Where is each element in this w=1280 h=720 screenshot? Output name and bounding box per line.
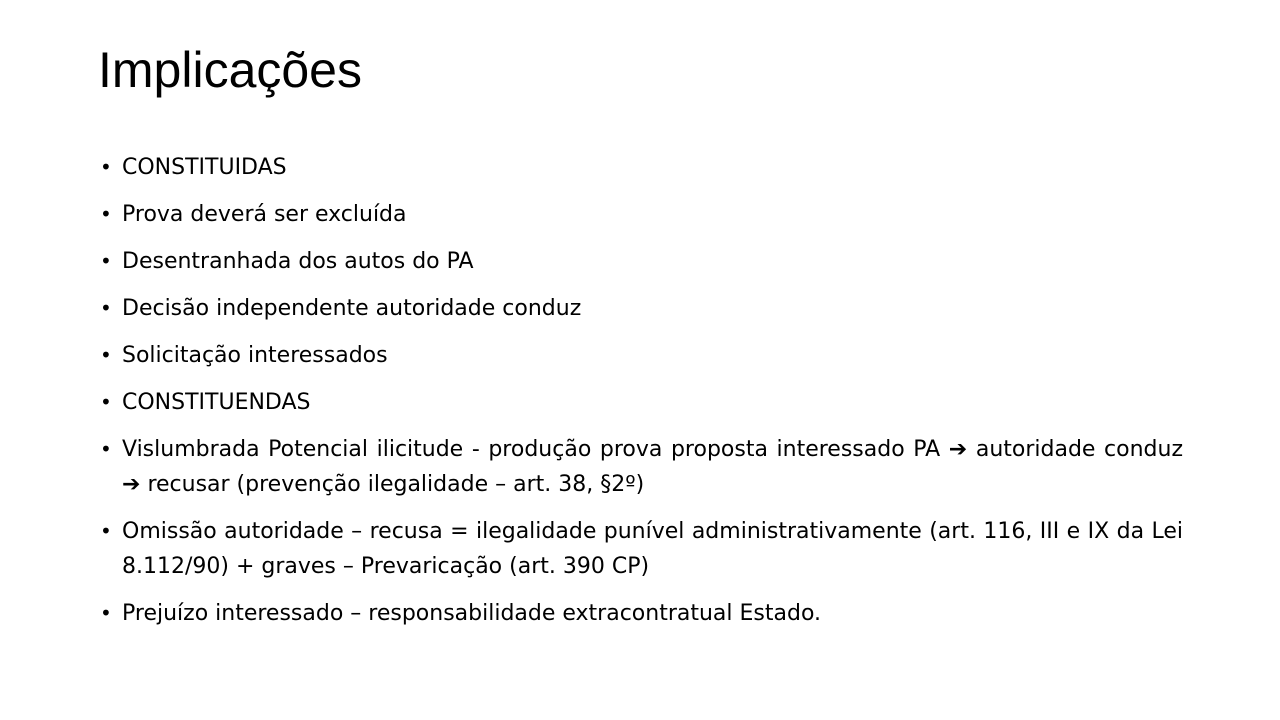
bullet-dot-icon: •: [100, 437, 112, 461]
bullet-dot-icon: •: [100, 249, 112, 273]
bullet-item: [98, 150, 1183, 185]
bullet-text: CONSTITUIDAS: [122, 155, 287, 180]
bullet-item: [98, 197, 1183, 232]
bullet-text: Omissão autoridade – recusa = ilegalidade punível administrativamente (art. 116, III e IX da Lei 8.112/90) + graves – Prevaricação (art. 390 CP): [122, 519, 1183, 579]
bullet-text: CONSTITUENDAS: [122, 390, 311, 415]
bullet-item: [98, 596, 1183, 631]
bullet-dot-icon: •: [100, 296, 112, 320]
bullet-item: [98, 244, 1183, 279]
bullet-text-part-1: Vislumbrada Potencial ilicitude - produção prova proposta interessado PA: [122, 437, 941, 462]
bullet-dot-icon: •: [100, 343, 112, 367]
bullet-text-part-2: autoridade conduz: [975, 437, 1184, 462]
bullet-item: [98, 385, 1183, 420]
bullet-text: Desentranhada dos autos do PA: [122, 249, 474, 274]
bullet-dot-icon: •: [100, 390, 112, 414]
bullet-item: [98, 338, 1183, 373]
bullet-text: Solicitação interessados: [122, 343, 388, 368]
bullet-text: Prejuízo interessado – responsabilidade extracontratual Estado.: [122, 601, 822, 626]
bullet-text-part-3: recusar (prevenção ilegalidade – art. 38, §2º): [147, 472, 645, 497]
bullet-item: [98, 514, 1183, 584]
bullet-text: Decisão independente autoridade conduz: [122, 296, 582, 321]
bullet-item: [98, 291, 1183, 326]
bullet-item: [98, 432, 1183, 502]
slide-title: Implicações: [98, 42, 362, 98]
bullet-text: Prova deverá ser excluída: [122, 202, 407, 227]
right-arrow-icon: ➔: [948, 437, 968, 462]
bullet-list: [98, 150, 1183, 643]
bullet-dot-icon: •: [100, 601, 112, 625]
bullet-dot-icon: •: [100, 155, 112, 179]
bullet-dot-icon: •: [100, 519, 112, 543]
right-arrow-icon: ➔: [122, 472, 141, 497]
bullet-dot-icon: •: [100, 202, 112, 226]
